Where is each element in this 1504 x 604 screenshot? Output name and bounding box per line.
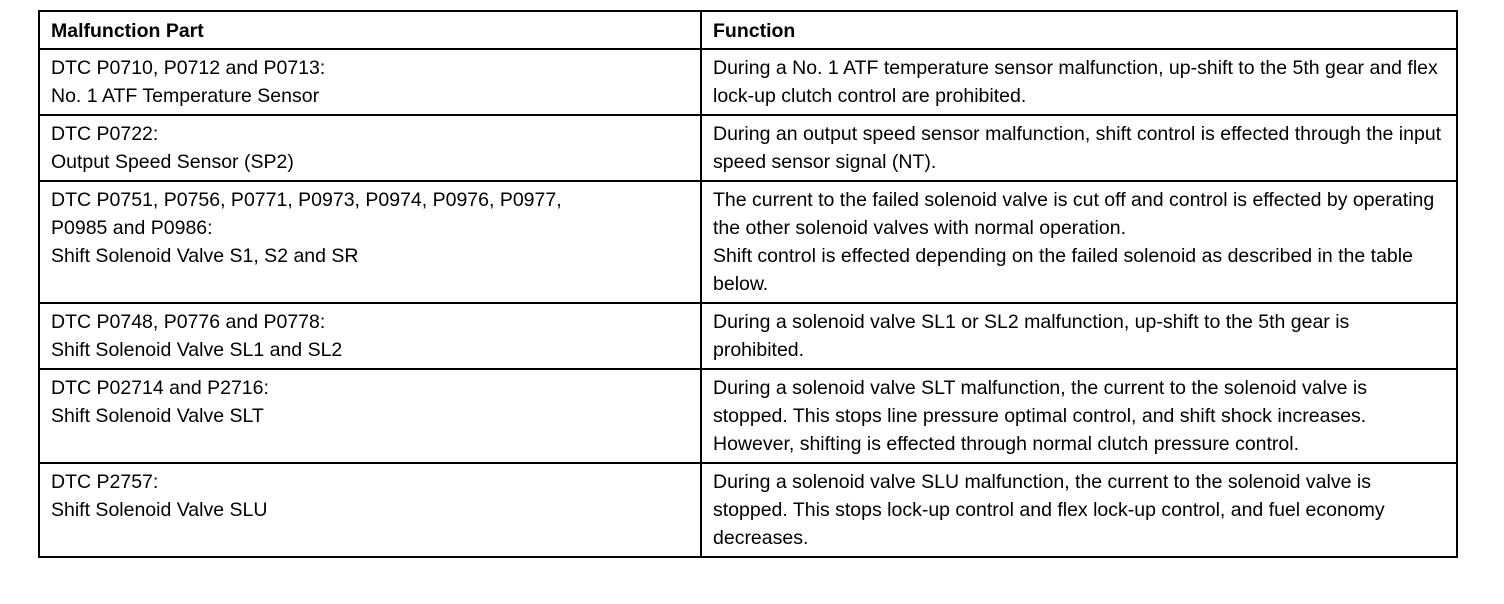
part-line: DTC P0748, P0776 and P0778: <box>51 311 326 333</box>
table-row <box>39 49 1457 115</box>
malfunction-part-cell <box>39 49 701 115</box>
part-line: P0985 and P0986: <box>51 217 213 239</box>
function-cell <box>701 303 1457 369</box>
part-line: DTC P0710, P0712 and P0713: <box>51 57 326 79</box>
function-cell <box>701 115 1457 181</box>
table-row <box>39 181 1457 303</box>
part-line: DTC P0751, P0756, P0771, P0973, P0974, P0976, P0977, <box>51 189 562 211</box>
function-text: During a solenoid valve SLT malfunction, the current to the solenoid valve is stopped. This stops line pressure optimal control, and shift shock increases. However, shifting is effected through normal clutch pressure control. <box>713 377 1367 455</box>
part-line: Shift Solenoid Valve S1, S2 and SR <box>51 245 359 267</box>
function-text: During a solenoid valve SLU malfunction, the current to the solenoid valve is stopped. This stops lock-up control and flex lock-up control, and fuel economy decreases. <box>713 471 1385 549</box>
part-line: No. 1 ATF Temperature Sensor <box>51 85 320 107</box>
part-line: Output Speed Sensor (SP2) <box>51 151 294 173</box>
part-line: Shift Solenoid Valve SL1 and SL2 <box>51 339 343 361</box>
table-row <box>39 303 1457 369</box>
function-text: During a solenoid valve SL1 or SL2 malfunction, up-shift to the 5th gear is prohibited. <box>713 311 1350 361</box>
malfunction-part-cell <box>39 115 701 181</box>
function-cell <box>701 463 1457 557</box>
header-function: Function <box>701 11 1457 49</box>
table-row <box>39 115 1457 181</box>
function-text: The current to the failed solenoid valve is cut off and control is effected by operating the other solenoid valves with normal operation. <box>713 189 1435 239</box>
table-row <box>39 369 1457 463</box>
part-line: Shift Solenoid Valve SLT <box>51 405 264 427</box>
function-cell <box>701 181 1457 303</box>
part-line: DTC P2757: <box>51 471 159 493</box>
part-line: Shift Solenoid Valve SLU <box>51 499 268 521</box>
part-line: DTC P02714 and P2716: <box>51 377 269 399</box>
malfunction-part-cell <box>39 303 701 369</box>
part-line: DTC P0722: <box>51 123 159 145</box>
header-malfunction-part: Malfunction Part <box>39 11 701 49</box>
function-cell <box>701 49 1457 115</box>
malfunction-table <box>38 10 1458 558</box>
function-text: During a No. 1 ATF temperature sensor malfunction, up-shift to the 5th gear and flex lock-up clutch control are prohibited. <box>713 57 1438 107</box>
function-text: During an output speed sensor malfunction, shift control is effected through the input speed sensor signal (NT). <box>713 123 1442 173</box>
table-row <box>39 463 1457 557</box>
table-header-row <box>39 11 1457 49</box>
malfunction-part-cell <box>39 369 701 463</box>
malfunction-part-cell <box>39 181 701 303</box>
malfunction-part-cell <box>39 463 701 557</box>
function-text: Shift control is effected depending on the failed solenoid as described in the table below. <box>713 245 1413 295</box>
function-cell <box>701 369 1457 463</box>
